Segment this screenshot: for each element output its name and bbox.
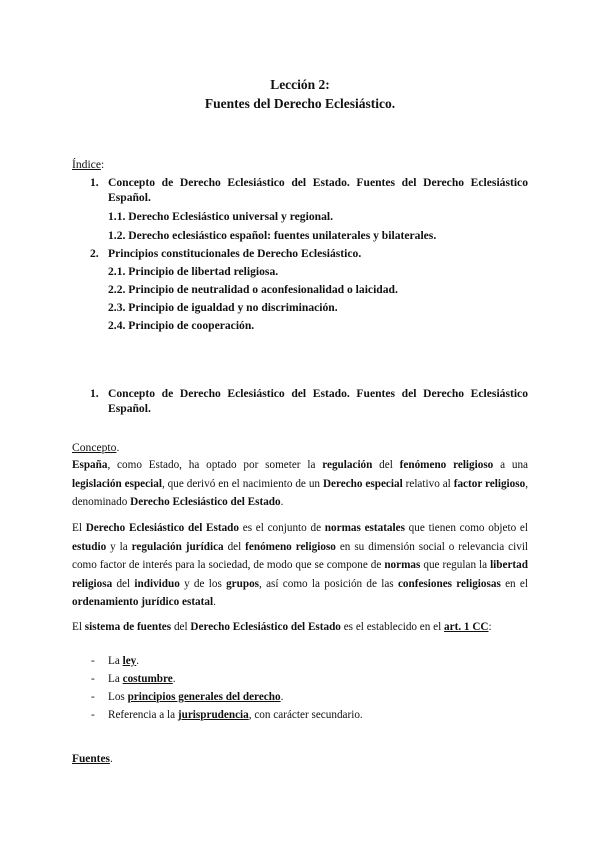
document-page: Lección 2: Fuentes del Derecho Eclesiástico. Índice: 1. Concepto de Derecho Eclesiástico del Estado. Fuentes del Derecho Eclesiástico Español. 1.1. Derecho Eclesiástico universal y regional. 1.2. Derecho eclesiástico español: fuentes unilaterales y bilaterales. 2. Principios constitucionales de Derecho Eclesiástico. 2.1. Principio de libertad religiosa. 2.2. Principio de neutralidad o aconfesionalidad o laicidad. 2.3. Principio de igualdad y no discriminación. 2.4. Principio de cooperación. 1. Concepto de Derecho Eclesiástico del Estado. Fuentes del Derecho Eclesiástico Español. Concepto. España, como Estado, ha optado por someter la regulación del fenómeno religioso a una legislación especial, que derivó en el nacimiento de un Derecho especial relativo al factor religioso, denominado Derecho Eclesiástico del Estado. El Derecho Eclesiástico del Estado es el conjunto de normas estatales que tienen como objeto el estudio y la regulación jurídica del fenómeno religioso en su dimensión social o relevancia civil como factor de interés para la sociedad, de modo que se compone de normas que regulan la libertad religiosa del individuo y de los grupos, así como la posición de las confesiones religiosas en el ordenamiento jurídico estatal. El sistema de fuentes del Derecho Eclesiástico del Estado es el establecido en el art. 1 CC: - La ley. - La costumbre. - Los principios generales del derecho. - Referencia a la jurisprudencia, con carácter secundario. Fuentes.	[0, 0, 600, 848]
list-bullet: -	[91, 655, 95, 667]
list-bullet: -	[91, 691, 95, 703]
source-item-costumbre: La costumbre.	[108, 673, 176, 685]
index-heading: Índice:	[72, 158, 105, 171]
source-item-ley: La ley.	[108, 655, 140, 667]
source-item-principios: Los principios generales del derecho.	[108, 691, 284, 703]
concept-paragraph-2: El Derecho Eclesiástico del Estado es el conjunto de normas estatales que tienen como objeto el estudio y la regulación jurídica del fenómeno religioso en su dimensión social o relevancia civil como factor de interés para la sociedad, de modo que se compone de normas que regulan la libertad religiosa del individuo y de los grupos, así como la posición de las confesiones religiosas en el ordenamiento jurídico estatal.	[72, 522, 529, 608]
page-title: Fuentes del Derecho Eclesiástico.	[204, 96, 396, 111]
lesson-number: Lección 2:	[270, 77, 330, 92]
concept-paragraph-1: España, como Estado, ha optado por someter la regulación del fenómeno religioso a una legislación especial, que derivó en el nacimiento de un Derecho especial relativo al factor religioso, denominado Derecho Eclesiástico del Estado.	[72, 459, 529, 508]
list-bullet: -	[91, 709, 95, 721]
source-item-jurisprudencia: Referencia a la jurisprudencia, con carácter secundario.	[108, 709, 363, 721]
list-bullet: -	[91, 673, 95, 685]
fuentes-subheading: Fuentes.	[72, 753, 113, 765]
sources-paragraph: El sistema de fuentes del Derecho Eclesiástico del Estado es el establecido en el art. 1 CC:	[72, 621, 492, 633]
concept-subheading: Concepto.	[72, 441, 120, 454]
